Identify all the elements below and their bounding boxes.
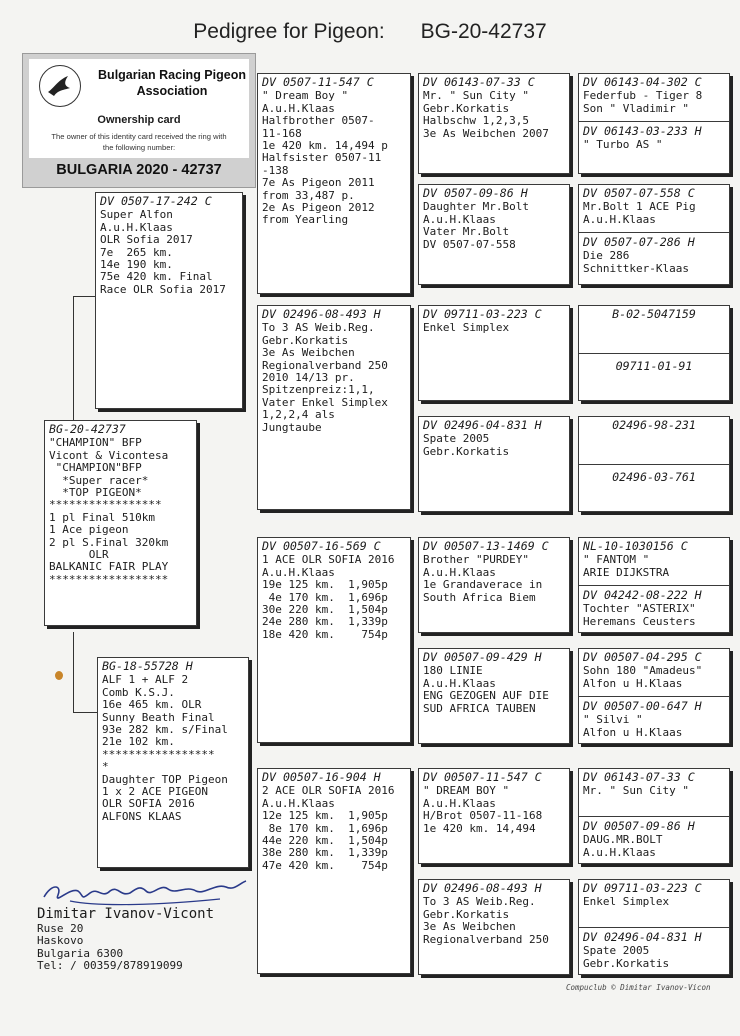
- pedigree-text-line: *****************: [49, 498, 162, 512]
- pedigree-text-line: 24e 280 km. 1,339p: [262, 615, 388, 629]
- ring-number: DV 02496-04-831 H: [583, 930, 702, 944]
- pedigree-text-line: Alfon u H.Klaas: [583, 676, 683, 690]
- pedigree-text-line: 12e 125 km. 1,905p: [262, 809, 388, 823]
- pedigree-sire-half: [583, 187, 725, 226]
- pedigree-dam-half: [583, 700, 725, 739]
- ring-number: 09711-01-91: [615, 359, 693, 373]
- pedigree-dam-half: [583, 820, 725, 859]
- pedigree-text-line: Halbschw 1,2,3,5: [423, 114, 529, 128]
- pedigree-box-pair: [578, 768, 730, 864]
- pedigree-box-pair: [578, 184, 730, 285]
- pedigree-text-line: SUD AFRICA TAUBEN: [423, 701, 536, 715]
- pedigree-text-line: from Yearling: [262, 213, 349, 227]
- pedigree-text-line: DV 0507-07-558: [423, 237, 516, 251]
- box-divider: [579, 121, 729, 122]
- box-divider: [579, 816, 729, 817]
- address-line: Bulgaria 6300: [37, 946, 124, 960]
- pedigree-text-line: Race OLR Sofia 2017: [100, 282, 226, 296]
- pedigree-text-line: " DREAM BOY ": [423, 784, 510, 798]
- pedigree-text-line: Daughter Mr.Bolt: [423, 200, 529, 214]
- pedigree-box-pair: [578, 537, 730, 633]
- address-line: Haskovo: [37, 934, 84, 948]
- ring-number: DV 02496-08-493 H: [262, 307, 381, 321]
- pedigree-text-line: A.u.H.Klaas: [423, 565, 496, 579]
- ring-number: DV 00507-16-904 H: [262, 770, 381, 784]
- pedigree-text-line: Gebr.Korkatis: [423, 444, 510, 458]
- pedigree-text-line: Brother "PURDEY": [423, 553, 529, 567]
- pedigree-sire-half: [583, 771, 725, 798]
- pedigree-box: [257, 73, 411, 294]
- stain-mark: [55, 671, 63, 680]
- pedigree-text-line: "CHAMPION" BFP: [49, 436, 142, 450]
- title-ring: BG-20-42737: [420, 20, 547, 43]
- pedigree-text-line: 3e As Weibchen 2007: [423, 126, 549, 140]
- pedigree-text-line: Regionalverband 250: [423, 932, 549, 946]
- pedigree-text-line: Halfbrother 0507-: [262, 114, 375, 128]
- ring-number: DV 04242-08-222 H: [583, 588, 702, 602]
- pedigree-text-line: ENG GEZOGEN AUF DIE: [423, 689, 549, 703]
- ring-number: DV 00507-11-547 C: [423, 770, 542, 784]
- ring-number: DV 06143-07-33 C: [423, 75, 535, 89]
- pedigree-sire-half: [583, 308, 725, 322]
- box-divider: [579, 232, 729, 233]
- pedigree-text-line: Spate 2005: [423, 432, 490, 446]
- pedigree-text-line: Heremans Ceusters: [583, 614, 696, 628]
- ring-number: DV 00507-09-429 H: [423, 650, 542, 664]
- connector-line: [73, 296, 95, 297]
- pedigree-text-line: 47e 420 km. 754p: [262, 858, 388, 872]
- ring-number: DV 00507-00-647 H: [583, 699, 702, 713]
- pedigree-box: [95, 192, 243, 409]
- pedigree-text-line: Spate 2005: [583, 944, 650, 958]
- pedigree-text-line: 1e 420 km. 14,494: [423, 821, 536, 835]
- box-divider: [579, 464, 729, 465]
- ring-number: DV 02496-08-493 H: [423, 881, 542, 895]
- pedigree-dam-half: [583, 471, 725, 485]
- ring-number: DV 00507-13-1469 C: [423, 539, 549, 553]
- box-divider: [579, 927, 729, 928]
- ring-number: DV 00507-16-569 C: [262, 539, 381, 553]
- box-divider: [579, 353, 729, 354]
- pedigree-text-line: To 3 AS Weib.Reg.: [423, 895, 536, 909]
- connector-line: [73, 632, 74, 712]
- pedigree-text-line: OLR Sofia 2017: [100, 233, 193, 247]
- pedigree-text-line: Alfon u H.Klaas: [583, 725, 683, 739]
- ring-number: DV 0507-11-547 C: [262, 75, 374, 89]
- pedigree-text-line: *: [102, 760, 109, 774]
- ring-number: DV 0507-17-242 C: [100, 194, 212, 208]
- pedigree-text-line: Tochter "ASTERIX": [583, 602, 696, 616]
- pedigree-text-line: Enkel Simplex: [583, 895, 670, 909]
- pedigree-text-line: Schnittker-Klaas: [583, 261, 689, 275]
- ring-number: DV 02496-04-831 H: [423, 418, 542, 432]
- box-divider: [579, 696, 729, 697]
- box-divider: [579, 585, 729, 586]
- connector-line: [73, 296, 74, 421]
- pedigree-text-line: Gebr.Korkatis: [423, 907, 510, 921]
- pedigree-text-line: *****************: [102, 747, 215, 761]
- pedigree-text-line: 8e 170 km. 1,696p: [262, 821, 388, 835]
- pedigree-text-line: 2 ACE OLR SOFIA 2016: [262, 784, 395, 798]
- pedigree-text-line: 14e 190 km.: [100, 258, 173, 272]
- ring-number: DV 0507-07-558 C: [583, 186, 695, 200]
- card-panel: [29, 59, 249, 158]
- pedigree-text-line: 75e 420 km. Final: [100, 270, 213, 284]
- pedigree-sire-half: [583, 882, 725, 909]
- pedigree-box: [257, 768, 411, 974]
- pedigree-text-line: DAUG.MR.BOLT: [583, 833, 663, 847]
- pedigree-text-line: A.u.H.Klaas: [583, 212, 656, 226]
- ring-number: DV 0507-09-86 H: [423, 186, 528, 200]
- pedigree-text-line: Mr.Bolt 1 ACE Pig: [583, 200, 696, 214]
- pedigree-text-line: 30e 220 km. 1,504p: [262, 603, 388, 617]
- pedigree-text-line: A.u.H.Klaas: [423, 676, 496, 690]
- pedigree-text-line: 1 x 2 ACE PIGEON: [102, 785, 208, 799]
- pedigree-text-line: Gebr.Korkatis: [423, 101, 510, 115]
- pedigree-dam-half: [583, 360, 725, 374]
- pedigree-text-line: OLR SOFIA 2016: [102, 797, 195, 811]
- pedigree-box-pair: [578, 73, 730, 174]
- pedigree-text-line: -138: [262, 163, 289, 177]
- pedigree-text-line: A.u.H.Klaas: [262, 796, 335, 810]
- pedigree-text-line: 18e 420 km. 754p: [262, 627, 388, 641]
- ownership-card: [22, 53, 256, 188]
- pedigree-text-line: "CHAMPION"BFP: [49, 461, 142, 475]
- pedigree-box: [257, 305, 411, 510]
- pedigree-text-line: A.u.H.Klaas: [423, 212, 496, 226]
- pedigree-box: [257, 537, 411, 743]
- pedigree-box: [418, 537, 570, 633]
- pedigree-text-line: 1 Ace pigeon: [49, 523, 129, 537]
- pedigree-text-line: Vicont & Vicontesa: [49, 448, 169, 462]
- pedigree-box-pair: [578, 879, 730, 975]
- pedigree-box: [44, 420, 197, 626]
- pedigree-text-line: 1e 420 km. 14,494 p: [262, 139, 388, 153]
- pedigree-text-line: *Super racer*: [49, 473, 149, 487]
- pedigree-box-pair: [578, 305, 730, 401]
- pedigree-text-line: Regionalverband 250: [262, 358, 388, 372]
- pedigree-box-pair: [578, 416, 730, 512]
- pedigree-text-line: 180 LINIE: [423, 664, 483, 678]
- pedigree-text-line: 1 pl Final 510km: [49, 510, 155, 524]
- pedigree-text-line: " Silvi ": [583, 713, 643, 727]
- connector-line: [73, 712, 97, 713]
- ownership-note: [29, 131, 249, 153]
- pedigree-text-line: 93e 282 km. s/Final: [102, 723, 228, 737]
- pedigree-text-line: 3e As Weibchen: [423, 920, 516, 934]
- pedigree-text-line: Halfsister 0507-11: [262, 151, 382, 165]
- ring-number: BG-20-42737: [49, 422, 126, 436]
- ring-number: DV 00507-09-86 H: [583, 819, 695, 833]
- pedigree-text-line: 2e As Pigeon 2012: [262, 201, 375, 215]
- ring-number: DV 0507-07-286 H: [583, 235, 695, 249]
- pedigree-text-line: Vater Enkel Simplex: [262, 395, 388, 409]
- note-line-2: the following number:: [102, 143, 176, 152]
- pedigree-text-line: 44e 220 km. 1,504p: [262, 834, 388, 848]
- ring-number: 02496-98-231: [612, 418, 696, 432]
- pedigree-text-line: " Turbo AS ": [583, 138, 663, 152]
- pedigree-text-line: Sohn 180 "Amadeus": [583, 664, 703, 678]
- pedigree-text-line: 7e 265 km.: [100, 245, 173, 259]
- pedigree-sire-half: [583, 76, 725, 115]
- pedigree-text-line: " FANTOM ": [583, 553, 650, 567]
- pedigree-text-line: Vater Mr.Bolt: [423, 225, 510, 239]
- pedigree-dam-half: [583, 931, 725, 970]
- pedigree-box: [418, 648, 570, 744]
- pedigree-box: [418, 768, 570, 864]
- pedigree-text-line: 1,2,2,4 als: [262, 408, 335, 422]
- association-name: [97, 67, 247, 99]
- owner-name: Dimitar Ivanov-Vicont: [37, 906, 215, 922]
- pedigree-text-line: OLR: [49, 548, 109, 562]
- pedigree-text-line: 38e 280 km. 1,339p: [262, 846, 388, 860]
- ring-number: DV 09711-03-223 C: [583, 881, 702, 895]
- pedigree-text-line: ARIE DIJKSTRA: [583, 565, 670, 579]
- pedigree-text-line: Mr. " Sun City ": [583, 784, 689, 798]
- ring-number: B-02-5047159: [612, 307, 696, 321]
- pedigree-sire-half: [583, 540, 725, 579]
- pedigree-text-line: from 33,487 p.: [262, 188, 355, 202]
- pedigree-sire-half: [583, 419, 725, 433]
- pedigree-text-line: 21e 102 km.: [102, 735, 175, 749]
- pedigree-text-line: Enkel Simplex: [423, 321, 510, 335]
- ring-number: DV 06143-03-233 H: [583, 124, 702, 138]
- page-title: [0, 20, 740, 44]
- pedigree-text-line: A.u.H.Klaas: [100, 220, 173, 234]
- pedigree-text-line: A.u.H.Klaas: [423, 796, 496, 810]
- ring-number: 02496-03-761: [612, 470, 696, 484]
- pedigree-text-line: 4e 170 km. 1,696p: [262, 590, 388, 604]
- pedigree-text-line: Daughter TOP Pigeon: [102, 772, 228, 786]
- pedigree-text-line: Son " Vladimir ": [583, 101, 689, 115]
- ownership-title: Ownership card: [97, 114, 181, 126]
- pedigree-dam-half: [583, 589, 725, 628]
- ring-number: NL-10-1030156 C: [583, 539, 688, 553]
- pedigree-box-pair: [578, 648, 730, 744]
- pedigree-dam-half: [583, 125, 725, 152]
- pedigree-sire-half: [583, 651, 725, 690]
- association-line-2: Association: [136, 84, 208, 98]
- pedigree-text-line: " Dream Boy ": [262, 89, 349, 103]
- pedigree-text-line: ******************: [49, 572, 169, 586]
- pedigree-text-line: 7e As Pigeon 2011: [262, 176, 375, 190]
- pedigree-dam-half: [583, 236, 725, 275]
- pedigree-text-line: Federfub - Tiger 8: [583, 89, 703, 103]
- pedigree-text-line: Gebr.Korkatis: [583, 956, 670, 970]
- ring-number: DV 09711-03-223 C: [423, 307, 542, 321]
- ring-number: DV 00507-04-295 C: [583, 650, 702, 664]
- address-line: Tel: / 00359/878919099: [37, 959, 183, 973]
- pedigree-text-line: H/Brot 0507-11-168: [423, 809, 543, 823]
- pedigree-text-line: 11-168: [262, 126, 302, 140]
- pedigree-text-line: Die 286: [583, 249, 630, 263]
- pedigree-text-line: A.u.H.Klaas: [262, 101, 335, 115]
- pedigree-text-line: BALKANIC FAIR PLAY: [49, 560, 169, 574]
- pedigree-box: [418, 73, 570, 174]
- ring-number: BG-18-55728 H: [102, 659, 193, 673]
- pedigree-box: [418, 305, 570, 401]
- pedigree-text-line: 1e Grandaverace in: [423, 578, 543, 592]
- footer-credit: Compuclub © Dimitar Ivanov-Vicon: [566, 983, 711, 992]
- pedigree-box: [418, 416, 570, 512]
- pedigree-text-line: 19e 125 km. 1,905p: [262, 578, 388, 592]
- dove-logo-icon: [39, 65, 81, 107]
- pedigree-text-line: ALF 1 + ALF 2: [102, 673, 189, 687]
- pedigree-text-line: 1 ACE OLR SOFIA 2016: [262, 553, 395, 567]
- pedigree-text-line: 2010 14/13 pr.: [262, 371, 355, 385]
- pedigree-text-line: Super Alfon: [100, 208, 173, 222]
- pedigree-text-line: Gebr.Korkatis: [262, 333, 349, 347]
- note-line-1: The owner of this identity card received the ring with: [51, 132, 227, 141]
- title-label: Pedigree for Pigeon:: [193, 20, 385, 43]
- pedigree-box: [418, 879, 570, 975]
- pedigree-text-line: Mr. " Sun City ": [423, 89, 529, 103]
- pedigree-text-line: 16e 465 km. OLR: [102, 698, 202, 712]
- pedigree-text-line: ALFONS KLAAS: [102, 809, 182, 823]
- card-ring-number: BULGARIA 2020 - 42737: [56, 162, 222, 178]
- owner-address: [37, 906, 214, 973]
- pedigree-text-line: Spitzenpreiz:1,1,: [262, 383, 375, 397]
- pedigree-text-line: To 3 AS Weib.Reg.: [262, 321, 375, 335]
- pedigree-text-line: *TOP PIGEON*: [49, 486, 142, 500]
- pedigree-box: [418, 184, 570, 285]
- pedigree-text-line: Jungtaube: [262, 420, 322, 434]
- pedigree-text-line: Comb K.S.J.: [102, 685, 175, 699]
- ring-number: DV 06143-04-302 C: [583, 75, 702, 89]
- pedigree-text-line: South Africa Biem: [423, 590, 536, 604]
- association-line-1: Bulgarian Racing Pigeon: [98, 68, 246, 82]
- pedigree-text-line: A.u.H.Klaas: [583, 845, 656, 859]
- pedigree-box: [97, 657, 249, 868]
- pedigree-text-line: A.u.H.Klaas: [262, 565, 335, 579]
- ring-number: DV 06143-07-33 C: [583, 770, 695, 784]
- pedigree-text-line: Sunny Beath Final: [102, 710, 215, 724]
- pedigree-text-line: 2 pl S.Final 320km: [49, 535, 169, 549]
- pedigree-text-line: 3e As Weibchen: [262, 346, 355, 360]
- address-line: Ruse 20: [37, 922, 84, 935]
